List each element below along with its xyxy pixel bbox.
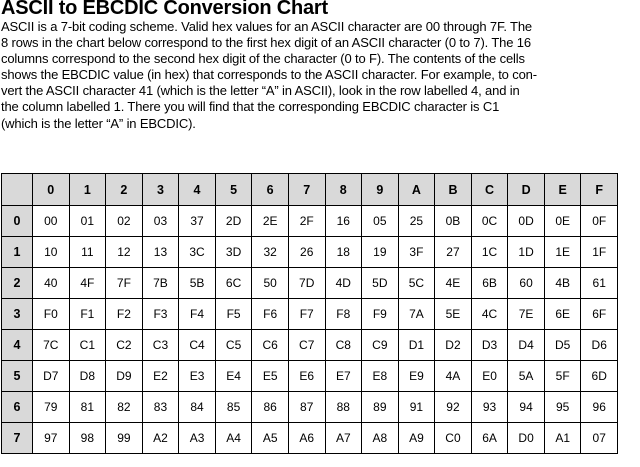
- ebcdic-cell: 32: [252, 237, 289, 268]
- ebcdic-cell: 6A: [471, 423, 508, 454]
- column-header: 7: [288, 174, 325, 206]
- ebcdic-cell: C7: [288, 330, 325, 361]
- header-row: [2, 174, 618, 206]
- table-row: [2, 237, 618, 268]
- ebcdic-cell: 0D: [508, 206, 545, 237]
- ebcdic-cell: A5: [252, 423, 289, 454]
- ebcdic-cell: 82: [106, 392, 143, 423]
- ebcdic-cell: E5: [252, 361, 289, 392]
- ebcdic-cell: 4B: [544, 268, 581, 299]
- ebcdic-cell: F6: [252, 299, 289, 330]
- ebcdic-cell: D2: [435, 330, 472, 361]
- table-row: [2, 392, 618, 423]
- ebcdic-cell: A2: [142, 423, 179, 454]
- ebcdic-cell: 86: [252, 392, 289, 423]
- ebcdic-cell: C0: [435, 423, 472, 454]
- ebcdic-cell: E8: [362, 361, 399, 392]
- ebcdic-cell: F0: [33, 299, 70, 330]
- ebcdic-cell: 12: [106, 237, 143, 268]
- ebcdic-cell: 60: [508, 268, 545, 299]
- ebcdic-cell: D4: [508, 330, 545, 361]
- ebcdic-cell: C6: [252, 330, 289, 361]
- intro-line: ASCII is a 7-bit coding scheme. Valid hex values for an ASCII character are 00 through 7F. The: [1, 19, 532, 34]
- ebcdic-cell: 25: [398, 206, 435, 237]
- ebcdic-cell: 7C: [33, 330, 70, 361]
- ebcdic-cell: 10: [33, 237, 70, 268]
- row-header: 1: [2, 237, 33, 268]
- ebcdic-cell: 6D: [581, 361, 618, 392]
- ebcdic-cell: E3: [179, 361, 216, 392]
- ebcdic-cell: D7: [33, 361, 70, 392]
- conversion-table: [1, 173, 618, 454]
- ebcdic-cell: F1: [69, 299, 106, 330]
- column-header: E: [544, 174, 581, 206]
- ebcdic-cell: A8: [362, 423, 399, 454]
- row-header: 2: [2, 268, 33, 299]
- ebcdic-cell: 4C: [471, 299, 508, 330]
- ebcdic-cell: A6: [288, 423, 325, 454]
- ebcdic-cell: E0: [471, 361, 508, 392]
- ebcdic-cell: 2F: [288, 206, 325, 237]
- ebcdic-cell: 83: [142, 392, 179, 423]
- ebcdic-cell: 7B: [142, 268, 179, 299]
- ebcdic-cell: A9: [398, 423, 435, 454]
- ebcdic-cell: 2D: [215, 206, 252, 237]
- ebcdic-cell: 27: [435, 237, 472, 268]
- ebcdic-cell: 3D: [215, 237, 252, 268]
- ebcdic-cell: 1C: [471, 237, 508, 268]
- ebcdic-cell: 97: [33, 423, 70, 454]
- table-row: [2, 268, 618, 299]
- column-header: 9: [362, 174, 399, 206]
- column-header: 2: [106, 174, 143, 206]
- ebcdic-cell: F8: [325, 299, 362, 330]
- ebcdic-cell: 03: [142, 206, 179, 237]
- column-header: 1: [69, 174, 106, 206]
- ebcdic-cell: 13: [142, 237, 179, 268]
- ebcdic-cell: E7: [325, 361, 362, 392]
- ebcdic-cell: C9: [362, 330, 399, 361]
- ebcdic-cell: 3F: [398, 237, 435, 268]
- table-row: [2, 206, 618, 237]
- ebcdic-cell: F9: [362, 299, 399, 330]
- ebcdic-cell: A3: [179, 423, 216, 454]
- column-header: C: [471, 174, 508, 206]
- ebcdic-cell: 07: [581, 423, 618, 454]
- ebcdic-cell: 88: [325, 392, 362, 423]
- ebcdic-cell: 84: [179, 392, 216, 423]
- ebcdic-cell: 89: [362, 392, 399, 423]
- ebcdic-cell: 7F: [106, 268, 143, 299]
- ebcdic-cell: E2: [142, 361, 179, 392]
- column-header: 8: [325, 174, 362, 206]
- column-header: D: [508, 174, 545, 206]
- ebcdic-cell: 40: [33, 268, 70, 299]
- column-header: 4: [179, 174, 216, 206]
- ebcdic-cell: 7A: [398, 299, 435, 330]
- page-title: ASCII to EBCDIC Conversion Chart: [1, 0, 328, 19]
- ebcdic-cell: 81: [69, 392, 106, 423]
- ebcdic-cell: 98: [69, 423, 106, 454]
- ebcdic-cell: 1E: [544, 237, 581, 268]
- ebcdic-cell: 87: [288, 392, 325, 423]
- ebcdic-cell: 7E: [508, 299, 545, 330]
- ebcdic-cell: 19: [362, 237, 399, 268]
- intro-line: vert the ASCII character 41 (which is the letter “A” in ASCII), look in the row labelled 4, and in: [1, 83, 520, 99]
- ebcdic-cell: E9: [398, 361, 435, 392]
- row-header: 6: [2, 392, 33, 423]
- ebcdic-cell: F4: [179, 299, 216, 330]
- ebcdic-cell: C1: [69, 330, 106, 361]
- ebcdic-cell: D9: [106, 361, 143, 392]
- ebcdic-cell: 5A: [508, 361, 545, 392]
- ebcdic-cell: 1D: [508, 237, 545, 268]
- ebcdic-cell: E4: [215, 361, 252, 392]
- ebcdic-cell: 7D: [288, 268, 325, 299]
- row-header: 3: [2, 299, 33, 330]
- ebcdic-cell: F7: [288, 299, 325, 330]
- ebcdic-cell: C5: [215, 330, 252, 361]
- ebcdic-cell: F2: [106, 299, 143, 330]
- ebcdic-cell: D3: [471, 330, 508, 361]
- ebcdic-cell: 94: [508, 392, 545, 423]
- ebcdic-cell: 16: [325, 206, 362, 237]
- intro-line: 8 rows in the chart below correspond to the first hex digit of an ASCII character (0 to 7). The 16: [1, 35, 531, 51]
- ebcdic-cell: 00: [33, 206, 70, 237]
- ebcdic-cell: C4: [179, 330, 216, 361]
- column-header: F: [581, 174, 618, 206]
- row-header: 4: [2, 330, 33, 361]
- ebcdic-cell: A1: [544, 423, 581, 454]
- ebcdic-cell: 91: [398, 392, 435, 423]
- ebcdic-cell: F3: [142, 299, 179, 330]
- ebcdic-cell: C8: [325, 330, 362, 361]
- ebcdic-cell: 6E: [544, 299, 581, 330]
- ebcdic-cell: 01: [69, 206, 106, 237]
- table-row: [2, 330, 618, 361]
- ebcdic-cell: 93: [471, 392, 508, 423]
- intro-paragraph: [1, 19, 637, 132]
- ebcdic-cell: A7: [325, 423, 362, 454]
- corner-cell: [2, 174, 33, 206]
- ebcdic-cell: 26: [288, 237, 325, 268]
- ebcdic-cell: 6B: [471, 268, 508, 299]
- ebcdic-cell: C2: [106, 330, 143, 361]
- ebcdic-cell: 37: [179, 206, 216, 237]
- ebcdic-cell: 3C: [179, 237, 216, 268]
- ebcdic-cell: F5: [215, 299, 252, 330]
- ebcdic-cell: 0E: [544, 206, 581, 237]
- ebcdic-cell: 92: [435, 392, 472, 423]
- ebcdic-cell: 1F: [581, 237, 618, 268]
- intro-line: shows the EBCDIC value (in hex) that corresponds to the ASCII character. For example, to con-: [1, 67, 537, 83]
- ebcdic-cell: 2E: [252, 206, 289, 237]
- ebcdic-cell: 0C: [471, 206, 508, 237]
- ebcdic-cell: 85: [215, 392, 252, 423]
- ebcdic-cell: 05: [362, 206, 399, 237]
- ebcdic-cell: 18: [325, 237, 362, 268]
- ebcdic-cell: C3: [142, 330, 179, 361]
- ebcdic-cell: D6: [581, 330, 618, 361]
- ebcdic-cell: E6: [288, 361, 325, 392]
- ebcdic-cell: 95: [544, 392, 581, 423]
- row-header: 5: [2, 361, 33, 392]
- ebcdic-cell: A4: [215, 423, 252, 454]
- row-header: 7: [2, 423, 33, 454]
- ebcdic-cell: 6F: [581, 299, 618, 330]
- intro-line: the column labelled 1. There you will find that the corresponding EBCDIC character is C1: [1, 99, 500, 115]
- ebcdic-cell: 11: [69, 237, 106, 268]
- column-header: 6: [252, 174, 289, 206]
- ebcdic-cell: 5F: [544, 361, 581, 392]
- ebcdic-cell: 96: [581, 392, 618, 423]
- intro-line: columns correspond to the second hex digit of the character (0 to F). The contents of the cells: [1, 51, 525, 67]
- ebcdic-cell: 79: [33, 392, 70, 423]
- ebcdic-cell: 50: [252, 268, 289, 299]
- ebcdic-cell: 61: [581, 268, 618, 299]
- ebcdic-cell: 0B: [435, 206, 472, 237]
- table-row: [2, 299, 618, 330]
- ebcdic-cell: 0F: [581, 206, 618, 237]
- ebcdic-cell: 5C: [398, 268, 435, 299]
- column-header: 0: [33, 174, 70, 206]
- ebcdic-cell: D5: [544, 330, 581, 361]
- ebcdic-cell: 4D: [325, 268, 362, 299]
- ebcdic-cell: 4A: [435, 361, 472, 392]
- ebcdic-cell: 5B: [179, 268, 216, 299]
- ebcdic-cell: 5E: [435, 299, 472, 330]
- column-header: A: [398, 174, 435, 206]
- column-header: 3: [142, 174, 179, 206]
- ebcdic-cell: 5D: [362, 268, 399, 299]
- ebcdic-cell: 6C: [215, 268, 252, 299]
- column-header: 5: [215, 174, 252, 206]
- column-header: B: [435, 174, 472, 206]
- ebcdic-cell: 4E: [435, 268, 472, 299]
- ebcdic-cell: D0: [508, 423, 545, 454]
- ebcdic-cell: 99: [106, 423, 143, 454]
- table-row: [2, 361, 618, 392]
- row-header: 0: [2, 206, 33, 237]
- ebcdic-cell: 02: [106, 206, 143, 237]
- ebcdic-cell: D1: [398, 330, 435, 361]
- table-row: [2, 423, 618, 454]
- ebcdic-cell: D8: [69, 361, 106, 392]
- intro-line: (which is the letter “A” in EBCDIC).: [1, 115, 196, 131]
- ebcdic-cell: 4F: [69, 268, 106, 299]
